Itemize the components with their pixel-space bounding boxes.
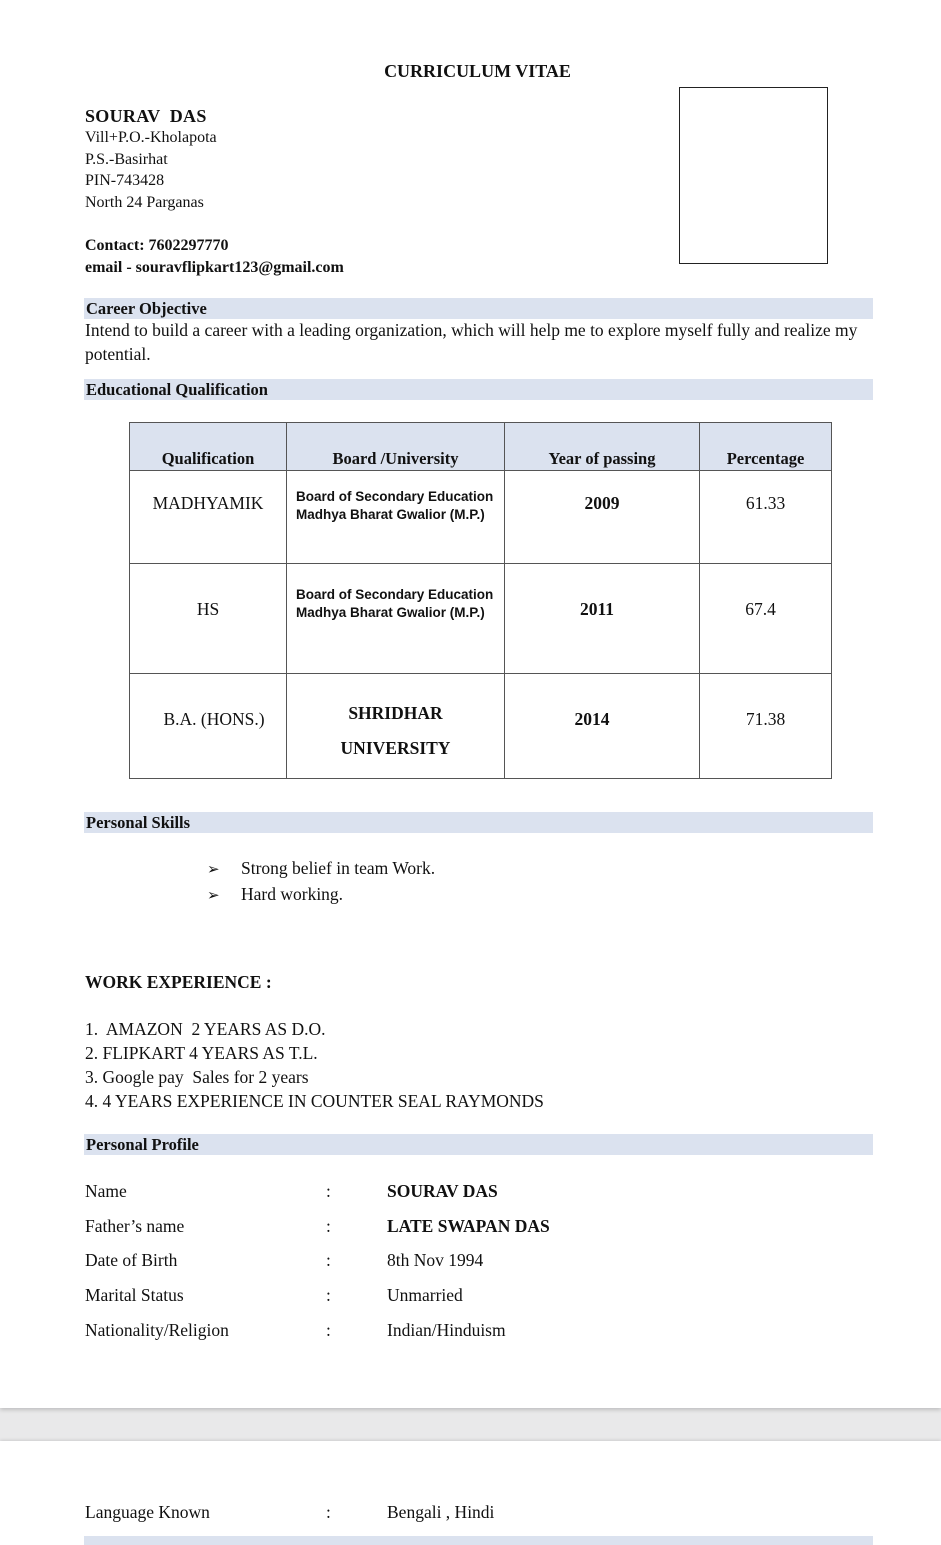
address-line: PIN-743428	[85, 172, 165, 190]
table-cell	[130, 674, 287, 779]
profile-row	[85, 1502, 885, 1537]
qualification-value: HS	[196, 599, 220, 619]
table-cell	[287, 564, 505, 674]
arrow-bullet-icon: ➢	[207, 887, 220, 904]
photo-placeholder	[679, 87, 828, 264]
year-value: 2011	[579, 599, 615, 619]
column-header: Board /University	[287, 423, 505, 471]
board-value: Board of Secondary Education Madhya Bharat Gwalior (M.P.)	[296, 489, 494, 522]
qualification-value: B.A. (HONS.)	[163, 709, 265, 729]
work-experience-list	[85, 1017, 544, 1113]
table-row	[130, 564, 832, 674]
list-item: 1. AMAZON 2 YEARS AS D.O.	[85, 1019, 326, 1039]
profile-row	[85, 1285, 885, 1320]
profile-label: Marital Status	[85, 1285, 184, 1306]
profile-label: Date of Birth	[85, 1250, 178, 1271]
skill-text: Hard working.	[241, 883, 344, 904]
profile-row	[85, 1216, 885, 1251]
section-heading-work: WORK EXPERIENCE :	[85, 972, 272, 992]
profile-colon: :	[326, 1285, 331, 1306]
profile-label: Language Known	[85, 1502, 210, 1522]
career-objective-text: Intend to build a career with a leading organization, which will help me to explore myself fully and realize my potential.	[85, 320, 858, 364]
profile-label: Father’s name	[85, 1215, 185, 1236]
contact-email: email - souravflipkart123@gmail.com	[85, 258, 344, 276]
profile-value: 8th Nov 1994	[387, 1250, 484, 1271]
address-block	[85, 106, 217, 213]
table-cell	[505, 564, 700, 674]
applicant-name: SOURAV DAS	[85, 106, 207, 126]
section-heading-declaration-cut	[84, 1536, 873, 1545]
profile-colon: :	[326, 1181, 331, 1201]
profile-value: SOURAV DAS	[387, 1181, 498, 1201]
personal-profile	[85, 1181, 885, 1354]
arrow-bullet-icon: ➢	[207, 862, 220, 878]
profile-value: LATE SWAPAN DAS	[387, 1215, 550, 1236]
address-line: North 24 Parganas	[85, 193, 204, 211]
table-row	[130, 674, 832, 779]
profile-row	[85, 1250, 885, 1285]
contact-block	[85, 235, 344, 278]
profile-label: Nationality/Religion	[85, 1319, 229, 1340]
profile-colon: :	[326, 1319, 331, 1340]
qualification-value: MADHYAMIK	[152, 493, 264, 513]
profile-value: Bengali , Hindi	[387, 1502, 495, 1522]
contact-phone: Contact: 7602297770	[85, 237, 229, 254]
profile-value: Indian/Hinduism	[387, 1319, 506, 1340]
column-header: Year of passing	[505, 423, 700, 471]
profile-label: Name	[85, 1181, 127, 1201]
percentage-value: 67.4	[745, 599, 776, 619]
board-value: Board of Secondary Education Madhya Bharat Gwalior (M.P.)	[296, 587, 494, 620]
table-cell	[130, 564, 287, 674]
table-cell	[505, 471, 700, 564]
list-item: 4. 4 YEARS EXPERIENCE IN COUNTER SEAL RAYMONDS	[85, 1091, 544, 1111]
skill-text: Strong belief in team Work.	[241, 858, 436, 878]
table-cell	[700, 471, 832, 564]
table-cell	[287, 471, 505, 564]
profile-colon: :	[326, 1502, 331, 1522]
list-item: 3. Google pay Sales for 2 years	[85, 1067, 309, 1087]
year-value: 2014	[574, 709, 610, 729]
board-value: SHRIDHAR UNIVERSITY	[340, 703, 451, 758]
table-cell	[700, 674, 832, 779]
table-cell	[505, 674, 700, 779]
address-line: P.S.-Basirhat	[85, 150, 168, 168]
list-item: 2. FLIPKART 4 YEARS AS T.L.	[85, 1043, 318, 1063]
section-heading-skills: Personal Skills	[84, 812, 873, 833]
section-heading-career: Career Objective	[84, 298, 873, 319]
column-header: Percentage	[700, 423, 832, 471]
profile-value: Unmarried	[387, 1285, 463, 1306]
document-page-2	[0, 1441, 941, 1545]
language-row	[85, 1502, 885, 1537]
profile-row	[85, 1181, 885, 1216]
skills-list	[207, 857, 435, 908]
percentage-value: 61.33	[745, 493, 786, 513]
table-cell	[130, 471, 287, 564]
table-header-row	[130, 423, 832, 471]
table-cell	[700, 564, 832, 674]
table-cell	[287, 674, 505, 779]
column-header: Qualification	[130, 423, 287, 471]
section-heading-education: Educational Qualification	[84, 379, 873, 400]
list-item	[207, 857, 435, 883]
education-table	[129, 422, 832, 779]
table-row	[130, 471, 832, 564]
profile-row	[85, 1320, 885, 1355]
address-line: Vill+P.O.-Kholapota	[85, 129, 217, 147]
year-value: 2009	[584, 493, 620, 513]
section-heading-profile: Personal Profile	[84, 1134, 873, 1155]
list-item	[207, 883, 435, 909]
profile-colon: :	[326, 1250, 331, 1271]
percentage-value: 71.38	[745, 709, 786, 729]
profile-colon: :	[326, 1215, 331, 1236]
page-title: CURRICULUM VITAE	[384, 61, 571, 81]
